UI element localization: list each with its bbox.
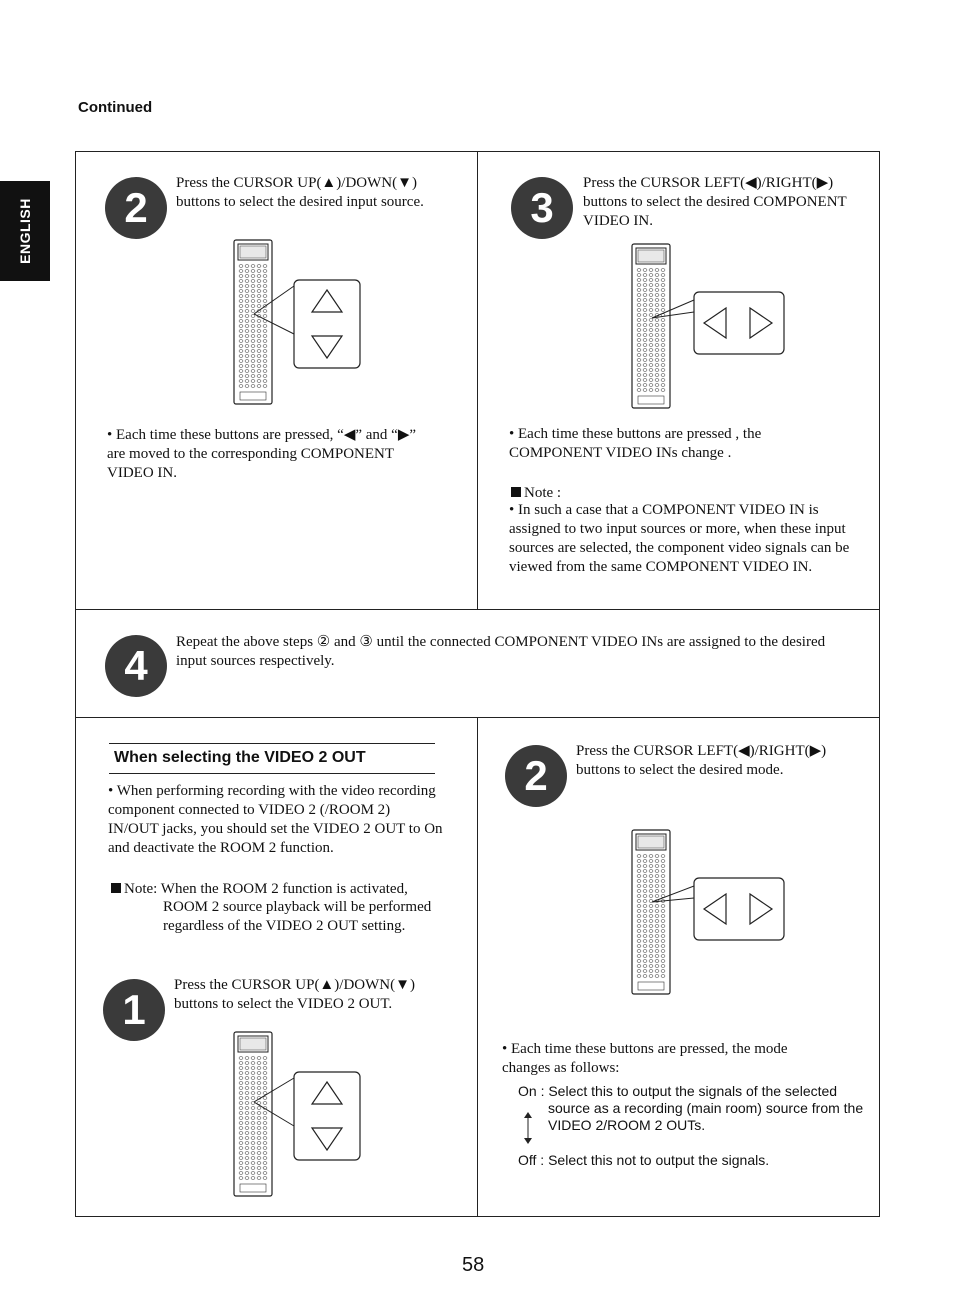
step2-instruction: Press the CURSOR UP(▲)/DOWN(▼) buttons to select the desired input source. (176, 175, 424, 210)
title-rule-top (109, 743, 435, 744)
step2-note: • Each time these buttons are pressed, “◀” and “▶” are moved to the corresponding COMPONENT VIDEO IN. (107, 427, 417, 481)
step2-number: 2 (105, 177, 167, 239)
step3-note-body: • In such a case that a COMPONENT VIDEO IN is assigned to two input sources or more, when these input sources are selected, the component video signals can be viewed from the same COMPONENT VIDEO IN. (509, 502, 850, 575)
mode-on-text: On : Select this to output the signals of the selected source as a recording (main room) source from the VIDEO 2/ROOM 2 OUTs. (518, 1083, 864, 1133)
video2-title: When selecting the VIDEO 2 OUT (114, 749, 366, 766)
language-tab (0, 181, 50, 281)
title-rule-bottom (109, 773, 435, 774)
step3-number: 3 (511, 177, 573, 239)
video2-step1-number: 1 (103, 979, 165, 1041)
note-heading: Note : (524, 485, 562, 501)
step3-instruction: Press the CURSOR LEFT(◀)/RIGHT(▶) buttons to select the desired COMPONENT VIDEO IN. (583, 175, 847, 229)
remote-control-icon (234, 240, 272, 404)
remote-control-icon (632, 244, 670, 408)
step3-note: • Each time these buttons are pressed , the COMPONENT VIDEO INs change . (509, 426, 762, 461)
video2-step1-instruction: Press the CURSOR UP(▲)/DOWN(▼) buttons to select the VIDEO 2 OUT. (174, 977, 415, 1012)
language-tab-label: ENGLISH (17, 198, 33, 264)
note-square-icon (511, 487, 521, 497)
video2-step2-note: • Each time these buttons are pressed, the mode changes as follows: (502, 1041, 788, 1076)
continued-label: Continued (78, 99, 153, 116)
video2-note-rest: ROOM 2 source playback will be performed regardless of the VIDEO 2 OUT setting. (163, 899, 432, 934)
note-square-icon (111, 883, 121, 893)
step4-number: 4 (105, 635, 167, 697)
mode-off-text: Off : Select this not to output the signals. (518, 1152, 770, 1168)
remote-updown-illustration (232, 238, 372, 408)
video2-step2-number: 2 (505, 745, 567, 807)
video2-intro: • When performing recording with the video recording component connected to VIDEO 2 (/ROOM 2) IN/OUT jacks, you should set the VIDEO 2 OUT to On and deactivate the ROOM 2 function. (108, 783, 443, 856)
remote-leftright-illustration (630, 242, 790, 412)
note-label-text: Note: When the ROOM 2 function is activated, (124, 881, 408, 897)
remote-leftright-illustration-2 (630, 828, 790, 998)
remote-updown-illustration-2 (232, 1030, 372, 1200)
video2-note-label (111, 880, 451, 899)
step4-instruction: Repeat the above steps ② and ③ until the connected COMPONENT VIDEO INs are assigned to the desired input sources respectively. (176, 634, 826, 669)
toggle-arrow-icon (521, 1112, 535, 1144)
video2-step2-instruction: Press the CURSOR LEFT(◀)/RIGHT(▶) buttons to select the desired mode. (576, 743, 827, 778)
remote-control-icon (234, 1032, 272, 1196)
page-number: 58 (462, 1254, 485, 1276)
remote-control-icon (632, 830, 670, 994)
